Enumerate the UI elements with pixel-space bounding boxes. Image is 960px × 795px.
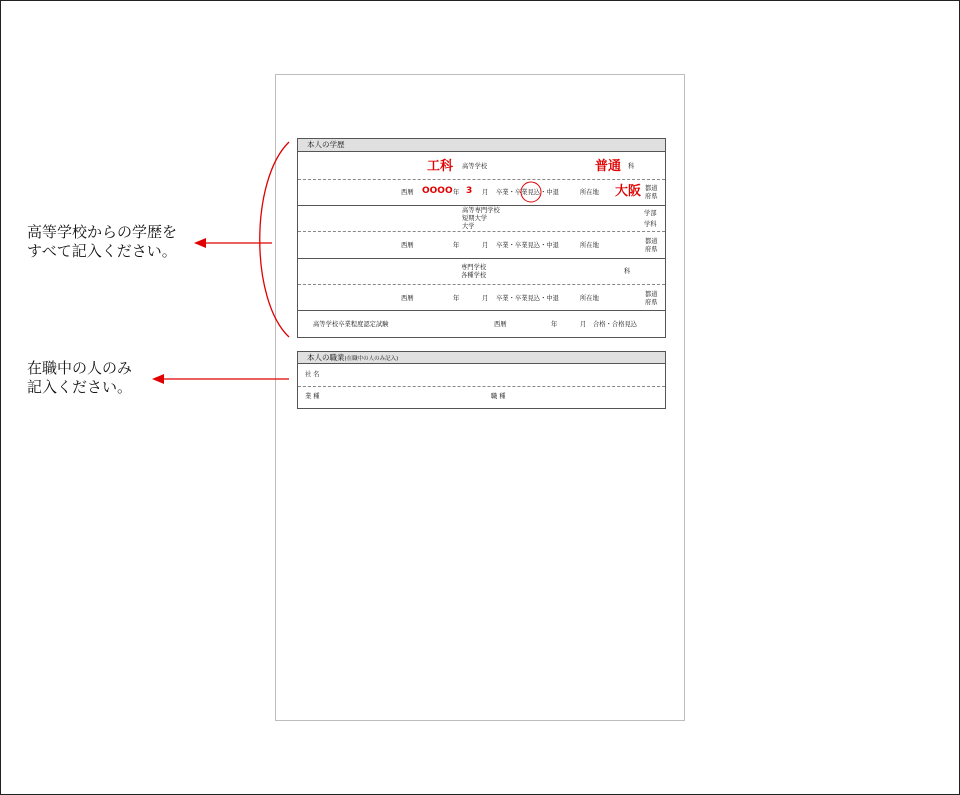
job-label: 職 種 — [491, 393, 506, 400]
row2-year-label: 年 — [453, 242, 460, 249]
industry-label: 業 種 — [305, 393, 320, 400]
exam-label: 高等学校卒業程度認定試験 — [313, 321, 389, 328]
row2-school-type-2: 短期大学 — [462, 215, 488, 222]
exam-year-label: 年 — [551, 321, 558, 328]
row3-school-type-1: 専門学校 — [461, 264, 487, 271]
row1-year-value: OOOO — [422, 186, 453, 196]
row1-dept-value: 工科 — [427, 159, 454, 174]
row2-era: 西暦 — [401, 242, 414, 249]
row1-status-options: 卒業・卒業見込・中退 — [496, 189, 559, 196]
row2-faculty-label: 学部 — [644, 210, 657, 217]
row2-prefecture-suffix-1: 都道 — [645, 238, 658, 245]
row3-month-label: 月 — [482, 295, 489, 302]
employment-arrow-head-icon — [152, 374, 164, 384]
row1-location-label: 所在地 — [580, 189, 599, 196]
row1-year-label: 年 — [453, 189, 460, 196]
row1-course-value: 普通 — [595, 159, 622, 174]
row2-location-label: 所在地 — [580, 242, 599, 249]
row3-status-options: 卒業・卒業見込・中退 — [496, 295, 559, 302]
employment-section-note: (在職中の人のみ記入) — [344, 356, 399, 362]
row2-month-label: 月 — [482, 242, 489, 249]
education-bracket-icon — [260, 142, 289, 337]
employment-callout-line1: 在職中の人のみ — [27, 359, 133, 377]
row1-month-label: 月 — [482, 189, 489, 196]
exam-status-options: 合格・合格見込 — [593, 321, 638, 328]
exam-era: 西暦 — [494, 321, 507, 328]
row1-month-value: 3 — [466, 186, 473, 196]
education-arrow-head-icon — [194, 238, 206, 248]
row3-location-label: 所在地 — [580, 295, 599, 302]
company-label: 社 名 — [305, 371, 320, 378]
row2-school-type-3: 大学 — [462, 223, 475, 230]
row1-prefecture-suffix-1: 都道 — [645, 185, 658, 192]
education-section-title: 本人の学歴 — [298, 139, 665, 152]
row3-era: 西暦 — [401, 295, 414, 302]
employment-callout-line2: 記入ください。 — [27, 378, 133, 396]
row1-course-suffix: 科 — [628, 163, 635, 170]
row2-prefecture-suffix-2: 府県 — [645, 246, 658, 253]
row3-year-label: 年 — [453, 295, 460, 302]
row2-school-type-1: 高等専門学校 — [462, 207, 500, 214]
row1-prefecture-suffix-2: 府県 — [645, 193, 658, 200]
row2-status-options: 卒業・卒業見込・中退 — [496, 242, 559, 249]
row1-school-type: 高等学校 — [462, 163, 488, 170]
exam-month-label: 月 — [580, 321, 587, 328]
education-callout-line2: すべて記入ください。 — [27, 242, 177, 260]
row3-prefecture-suffix-2: 府県 — [645, 299, 658, 306]
row2-dept-label: 学科 — [644, 221, 657, 228]
employment-section-title: 本人の職業 — [307, 353, 345, 362]
row3-prefecture-suffix-1: 都道 — [645, 291, 658, 298]
education-callout-line1: 高等学校からの学歴を — [27, 223, 178, 241]
row3-school-type-2: 各種学校 — [461, 272, 487, 279]
graduated-circle-icon — [521, 182, 541, 202]
row3-dept-label: 科 — [624, 268, 631, 275]
row1-era: 西暦 — [401, 189, 414, 196]
row1-prefecture-value: 大阪 — [615, 184, 642, 199]
